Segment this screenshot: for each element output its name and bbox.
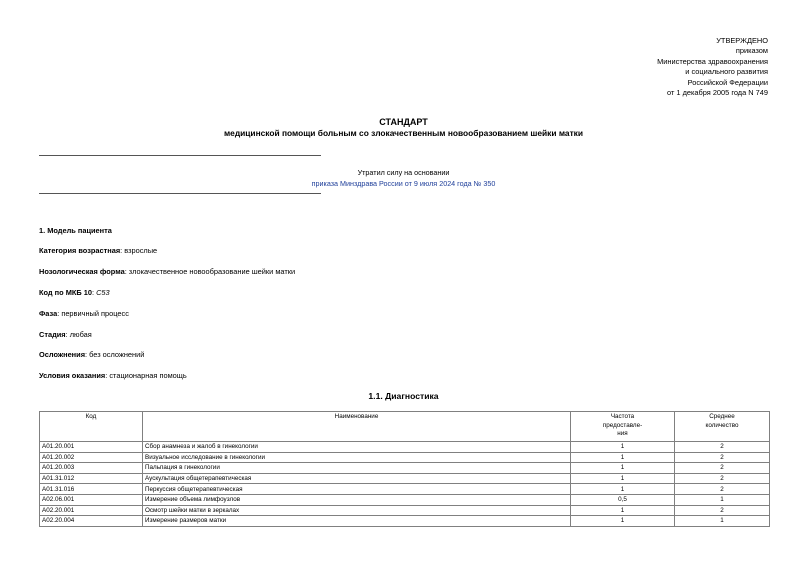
cell-frequency: 1 (571, 473, 675, 484)
cell-frequency: 1 (571, 484, 675, 495)
cell-average: 2 (675, 463, 770, 474)
model-field-phase: Фаза: первичный процесс (39, 309, 129, 318)
approval-line: Российской Федерации (687, 77, 768, 87)
table-row (40, 442, 770, 453)
field-value: взрослые (124, 246, 158, 255)
model-field-icd: Код по МКБ 10: C53 (39, 288, 110, 297)
cell-average: 1 (675, 494, 770, 505)
field-label: Нозологическая форма (39, 267, 125, 276)
title-line-2: медицинской помощи больным со злокачественным новообразованием шейки матки (223, 128, 584, 138)
approval-line: от 1 декабря 2005 года N 749 (667, 88, 768, 98)
cell-name: Пальпация в гинекологии (143, 463, 571, 474)
field-value: C53 (96, 288, 110, 297)
cell-average: 2 (675, 452, 770, 463)
field-value: без осложнений (89, 350, 145, 359)
repeal-notice-text: Утратил силу на основании (357, 168, 450, 177)
table-row (40, 505, 770, 516)
cell-code: A01.20.002 (40, 452, 143, 463)
table-row (40, 516, 770, 527)
field-label: Стадия (39, 330, 66, 339)
table-row (40, 494, 770, 505)
table-row (40, 452, 770, 463)
model-field-stage: Стадия: любая (39, 330, 92, 339)
cell-code: A01.20.003 (40, 463, 143, 474)
field-value: первичный процесс (61, 309, 129, 318)
cell-frequency: 1 (571, 516, 675, 527)
approval-block (657, 36, 768, 98)
cell-name: Осмотр шейки матки в зеркалах (143, 505, 571, 516)
field-label: Условия оказания (39, 371, 106, 380)
divider-bottom (39, 193, 321, 194)
repeal-order-link[interactable]: приказа Минздрава России от 9 июля 2024 года № 350 (311, 179, 496, 188)
cell-code: A02.20.004 (40, 516, 143, 527)
cell-average: 2 (675, 442, 770, 453)
cell-code: A01.31.016 (40, 484, 143, 495)
model-field-age: Категория возрастная: взрослые (39, 246, 158, 255)
field-label: Осложнения (39, 350, 86, 359)
cell-frequency: 1 (571, 442, 675, 453)
cell-frequency: 1 (571, 463, 675, 474)
field-label: Код по МКБ 10 (39, 288, 92, 297)
field-value: любая (69, 330, 92, 339)
approval-line: приказом (735, 46, 768, 56)
cell-name: Аускультация общетерапевтическая (143, 473, 571, 484)
header-name: Наименование (143, 412, 571, 442)
model-field-conditions: Условия оказания: стационарная помощь (39, 371, 187, 380)
cell-name: Визуальное исследование в гинекологии (143, 452, 571, 463)
cell-name: Измерение объема лимфоузлов (143, 494, 571, 505)
table-row (40, 473, 770, 484)
divider-top (39, 155, 321, 156)
title-line-1: СТАНДАРТ (379, 117, 428, 127)
cell-average: 2 (675, 505, 770, 516)
cell-code: A01.20.001 (40, 442, 143, 453)
approval-line: УТВЕРЖДЕНО (716, 36, 768, 45)
field-value: стационарная помощь (109, 371, 187, 380)
model-heading: 1. Модель пациента (39, 226, 112, 235)
document-title (0, 117, 807, 139)
field-value: злокачественное новообразование шейки матки (128, 267, 296, 276)
cell-name: Перкуссия общетерапевтическая (143, 484, 571, 495)
diagnostics-table (39, 411, 770, 527)
table-row (40, 463, 770, 474)
cell-frequency: 0,5 (571, 494, 675, 505)
field-label: Фаза (39, 309, 58, 318)
cell-frequency: 1 (571, 452, 675, 463)
header-code: Код (40, 412, 143, 442)
cell-code: A01.31.012 (40, 473, 143, 484)
cell-code: A02.06.001 (40, 494, 143, 505)
table-header-row (40, 412, 770, 442)
cell-code: A02.20.001 (40, 505, 143, 516)
cell-average: 2 (675, 473, 770, 484)
approval-line: и социального развития (685, 67, 768, 77)
model-field-nosology: Нозологическая форма: злокачественное новообразование шейки матки (39, 267, 296, 276)
repeal-notice (0, 167, 807, 189)
cell-frequency: 1 (571, 505, 675, 516)
approval-line: Министерства здравоохранения (657, 56, 768, 66)
cell-average: 1 (675, 516, 770, 527)
model-field-complications: Осложнения: без осложнений (39, 350, 145, 359)
cell-name: Сбор анамнеза и жалоб в гинекологии (143, 442, 571, 453)
cell-name: Измерение размеров матки (143, 516, 571, 527)
field-label: Категория возрастная (39, 246, 121, 255)
cell-average: 2 (675, 484, 770, 495)
section-title: 1.1. Диагностика (368, 391, 439, 401)
table-row (40, 484, 770, 495)
header-frequency: Частота предоставле- ния (571, 412, 675, 442)
header-average: Среднее количество (675, 412, 770, 442)
